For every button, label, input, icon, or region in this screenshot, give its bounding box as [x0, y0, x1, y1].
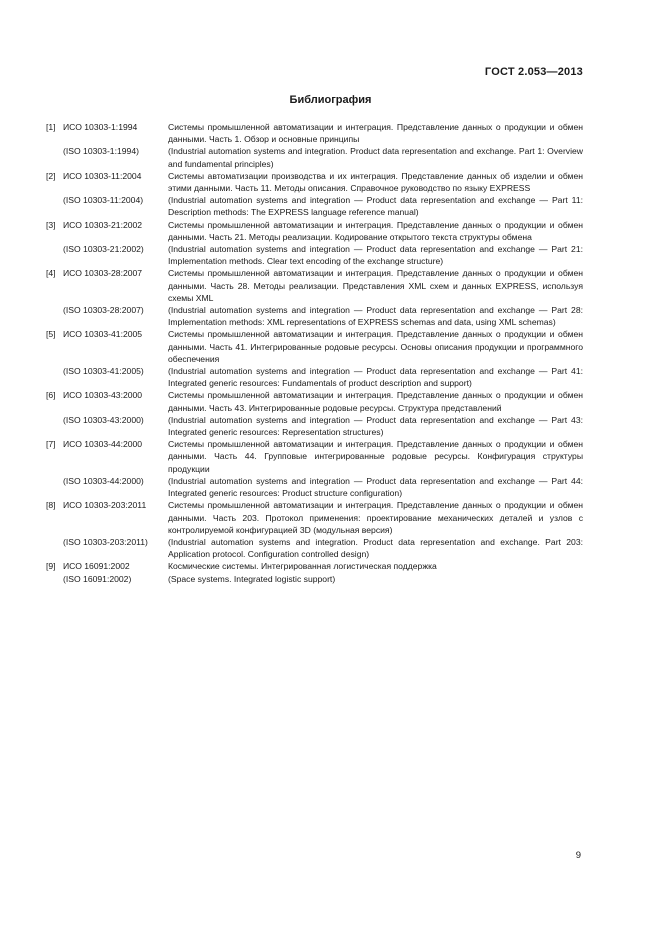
entry-number: [7]	[46, 439, 56, 450]
standard-code: (ISO 10303-11:2004)	[63, 195, 144, 206]
entry-title: (Space systems. Integrated logistic support)	[168, 573, 336, 584]
standard-code: ИСО 10303-11:2004	[63, 170, 142, 181]
entry-number	[46, 194, 63, 218]
standard-code: ИСО 10303-1:1994	[63, 122, 138, 132]
entry-title: Системы промышленной автоматизации и интеграция. Представление данных о продукции и обмен данными. Часть 43. Интегрированные родовые ресурсы. Структура представлений	[168, 390, 583, 413]
document-code: ГОСТ 2.053—2013	[484, 66, 583, 78]
entry-title: (Industrial automation systems and integration. Product data representation and exchange. Part 1: Overview and fundamental principles)	[168, 146, 583, 169]
entry-title: Системы промышленной автоматизации и интеграция. Представление данных о продукции и обмен данными. Часть 44. Групповые интегрированные родовые ресурсы. Конфигурация структуры продукции	[168, 439, 583, 474]
bibliography-entry	[46, 219, 583, 243]
bibliography-entry	[46, 414, 583, 438]
standard-code: ИСО 10303-43:2000	[63, 390, 143, 401]
entry-number	[46, 304, 63, 328]
entry-title: Системы автоматизации производства и их интеграция. Представление данных об изделии и обмен этими данными. Часть 11. Методы описания. Справочное руководство по языку EXPRESS	[168, 170, 583, 194]
page-number: 9	[575, 850, 581, 861]
entry-title: (Industrial automation systems and integration. Product data representation and exchange. Part 203: Application protocol. Configuration controlled design)	[168, 536, 583, 560]
entry-number: [2]	[46, 170, 56, 181]
bibliography-list	[46, 121, 583, 585]
entry-title: (Industrial automation systems and integration — Product data representation and exchange — Part 44: Integrated generic resources: Product structure configuration)	[168, 475, 583, 499]
standard-code: ИСО 10303-44:2000	[63, 439, 143, 450]
entry-number	[46, 365, 63, 389]
entry-title: Системы промышленной автоматизации и интеграция. Представление данных о продукции и обмен данными. Часть 1. Обзор и основные принципы	[168, 122, 583, 145]
entry-title: Системы промышленной автоматизации и интеграция. Представление данных о продукции и обмен данными. Часть 41. Интегрированные родовые ресурсы. Основы описания продукции и программного обеспечения	[168, 329, 583, 364]
standard-code: (ISO 10303-21:2002)	[63, 244, 144, 255]
entry-number: [1]	[46, 122, 56, 132]
bibliography-entry	[46, 560, 583, 572]
entry-number: [4]	[46, 268, 56, 279]
entry-number: [6]	[46, 390, 56, 401]
page-title: Библиография	[289, 94, 372, 106]
standard-code: ИСО 16091:2002	[63, 561, 130, 572]
entry-number	[46, 475, 63, 499]
bibliography-entry	[46, 365, 583, 389]
bibliography-entry	[46, 389, 583, 413]
bibliography-entry	[46, 145, 583, 169]
standard-code: (ISO 10303-28:2007)	[63, 305, 144, 316]
bibliography-entry	[46, 170, 583, 194]
bibliography-entry	[46, 243, 583, 267]
standard-code: ИСО 10303-41:2005	[63, 329, 143, 340]
entry-title: Космические системы. Интегрированная логистическая поддержка	[168, 561, 437, 572]
entry-title: Системы промышленной автоматизации и интеграция. Представление данных о продукции и обмен данными. Часть 203. Протокол применения: проектирование механических деталей и узлов с контролируемой конфигурацией 3D (модульная версия)	[168, 500, 583, 535]
bibliography-entry	[46, 573, 583, 585]
entry-number	[46, 243, 63, 267]
entry-title: (Industrial automation systems and integration — Product data representation and exchange — Part 28: Implementation methods: XML representations of EXPRESS schemas and data, using XML schemas)	[168, 305, 583, 328]
entry-title: (Industrial automation systems and integration — Product data representation and exchange — Part 43: Integrated generic resources: Representation structures)	[168, 414, 583, 438]
entry-number	[46, 573, 63, 585]
bibliography-entry	[46, 438, 583, 475]
entry-number: [9]	[46, 561, 56, 572]
bibliography-entry	[46, 475, 583, 499]
bibliography-entry	[46, 267, 583, 304]
entry-number	[46, 145, 63, 169]
entry-number: [8]	[46, 500, 56, 511]
bibliography-entry	[46, 536, 583, 560]
entry-title: Системы промышленной автоматизации и интеграция. Представление данных о продукции и обмен данными. Часть 28. Методы реализации. Представления XML схем и данных EXPRESS, используя схемы XML	[168, 268, 583, 303]
standard-code: ИСО 10303-28:2007	[63, 268, 143, 279]
standard-code: (ISO 10303-1:1994)	[63, 146, 139, 157]
bibliography-entry	[46, 304, 583, 328]
bibliography-entry	[46, 121, 583, 145]
entry-title: (Industrial automation systems and integration — Product data representation and exchange — Part 21: Implementation methods. Clear text encoding of the exchange structure)	[168, 244, 583, 267]
entry-title: (Industrial automation systems and integration — Product data representation and exchange — Part 41: Integrated generic resources: Fundamentals of product description and support)	[168, 366, 583, 389]
bibliography-entry	[46, 328, 583, 365]
bibliography-entry	[46, 499, 583, 536]
entry-number: [5]	[46, 329, 56, 340]
standard-code: (ISO 10303-203:2011)	[63, 536, 148, 547]
entry-number	[46, 536, 63, 560]
standard-code: ИСО 10303-203:2011	[63, 500, 147, 511]
standard-code: ИСО 10303-21:2002	[63, 219, 143, 230]
entry-title: (Industrial automation systems and integration — Product data representation and exchange — Part 11: Description methods: The EXPRESS language reference manual)	[168, 195, 583, 218]
standard-code: (ISO 10303-43:2000)	[63, 414, 144, 425]
entry-number	[46, 414, 63, 438]
standard-code: (ISO 16091:2002)	[63, 573, 132, 584]
entry-title: Системы промышленной автоматизации и интеграция. Представление данных о продукции и обмен данными. Часть 21. Методы реализации. Кодирование открытого текста структуры обмена	[168, 219, 583, 242]
standard-code: (ISO 10303-44:2000)	[63, 475, 144, 486]
standard-code: (ISO 10303-41:2005)	[63, 366, 144, 377]
entry-number: [3]	[46, 219, 56, 230]
bibliography-entry	[46, 194, 583, 218]
